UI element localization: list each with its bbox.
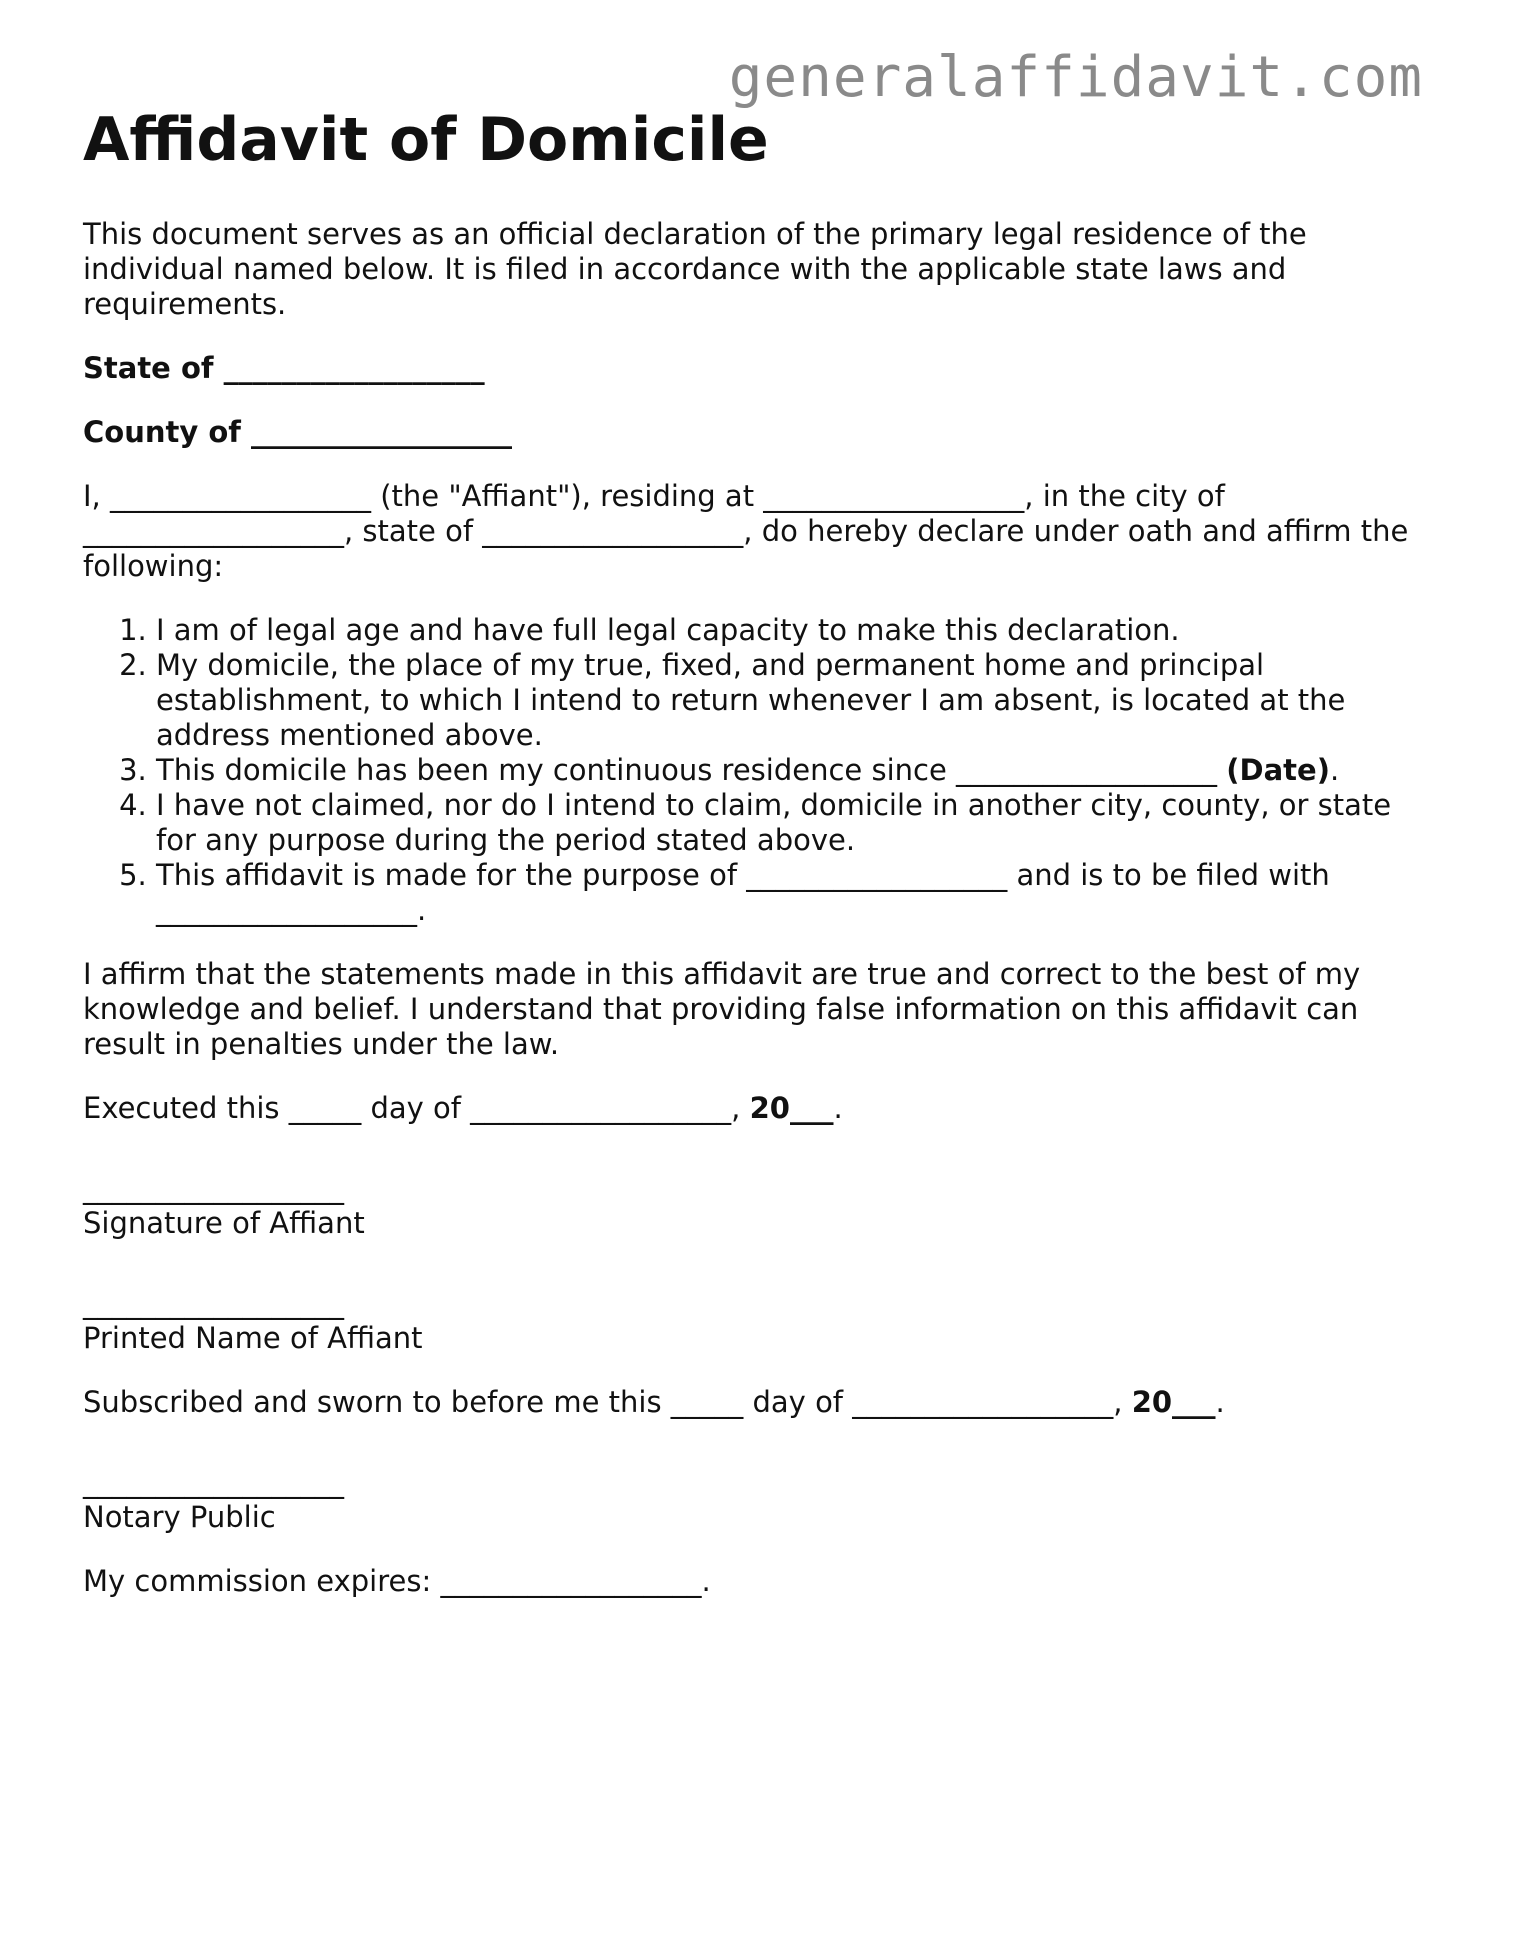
document-body [83,217,1423,1628]
commission-line: My commission expires: __________________. [83,1564,711,1598]
executed-year: 20___ [749,1091,834,1125]
signature-line: __________________ [83,1171,344,1205]
affirmation-paragraph: I affirm that the statements made in this affidavit are true and correct to the best of my knowledge and belief. I understand that providing false information on this affidavit can result in penalties under the law. [83,957,1361,1061]
watermark: generalaffidavit.com [728,45,1423,110]
statement-item-4: 4. I have not claimed, nor do I intend to claim, domicile in another city, county, or state for any purpose during the period stated above. [156,788,1423,858]
state-field: State of __________________ [83,351,485,385]
statement-item-2: 2. My domicile, the place of my true, fixed, and permanent home and principal establishment, to which I intend to return whenever I am absent, is located at the address mentioned above. [156,648,1423,753]
page-title: Affidavit of Domicile [83,105,769,175]
statement-item-5: 5. This affidavit is made for the purpose of __________________ and is to be filed with __________________. [156,858,1423,928]
executed-end: . [833,1091,843,1125]
executed-text: Executed this _____ day of __________________, [83,1091,750,1125]
intro-paragraph: This document serves as an official declaration of the primary legal residence of the individual named below. It is filed in accordance with the applicable state laws and requirements. [83,217,1307,321]
subscribed-year: 20___ [1131,1385,1216,1419]
date-label: (Date) [1226,753,1330,787]
notary-block [83,1465,1423,1535]
printed-name-line: __________________ [83,1286,344,1320]
subscribed-end: . [1215,1385,1225,1419]
county-field: County of __________________ [83,415,512,449]
statement-item-3 [156,753,1423,788]
statements-list [83,613,1423,928]
subscribed-text: Subscribed and sworn to before me this _____ day of __________________, [83,1385,1132,1419]
printed-name-label: Printed Name of Affiant [83,1321,423,1355]
printed-name-block [83,1286,1423,1356]
statement-item-3-end: . [1329,753,1340,787]
statement-item-1: 1. I am of legal age and have full legal capacity to make this declaration. [156,613,1423,648]
notary-line: __________________ [83,1465,344,1499]
signature-label: Signature of Affiant [83,1206,365,1240]
subscribed-line [83,1385,1423,1420]
notary-label: Notary Public [83,1500,276,1534]
executed-line [83,1091,1423,1126]
statement-item-3-text: This domicile has been my continuous residence since __________________ [156,753,1227,787]
declaration-paragraph: I, __________________ (the "Affiant"), residing at __________________, in the city of __________________, state of __________________, do hereby declare under oath and affirm the following: [83,479,1409,583]
signature-block [83,1171,1423,1241]
